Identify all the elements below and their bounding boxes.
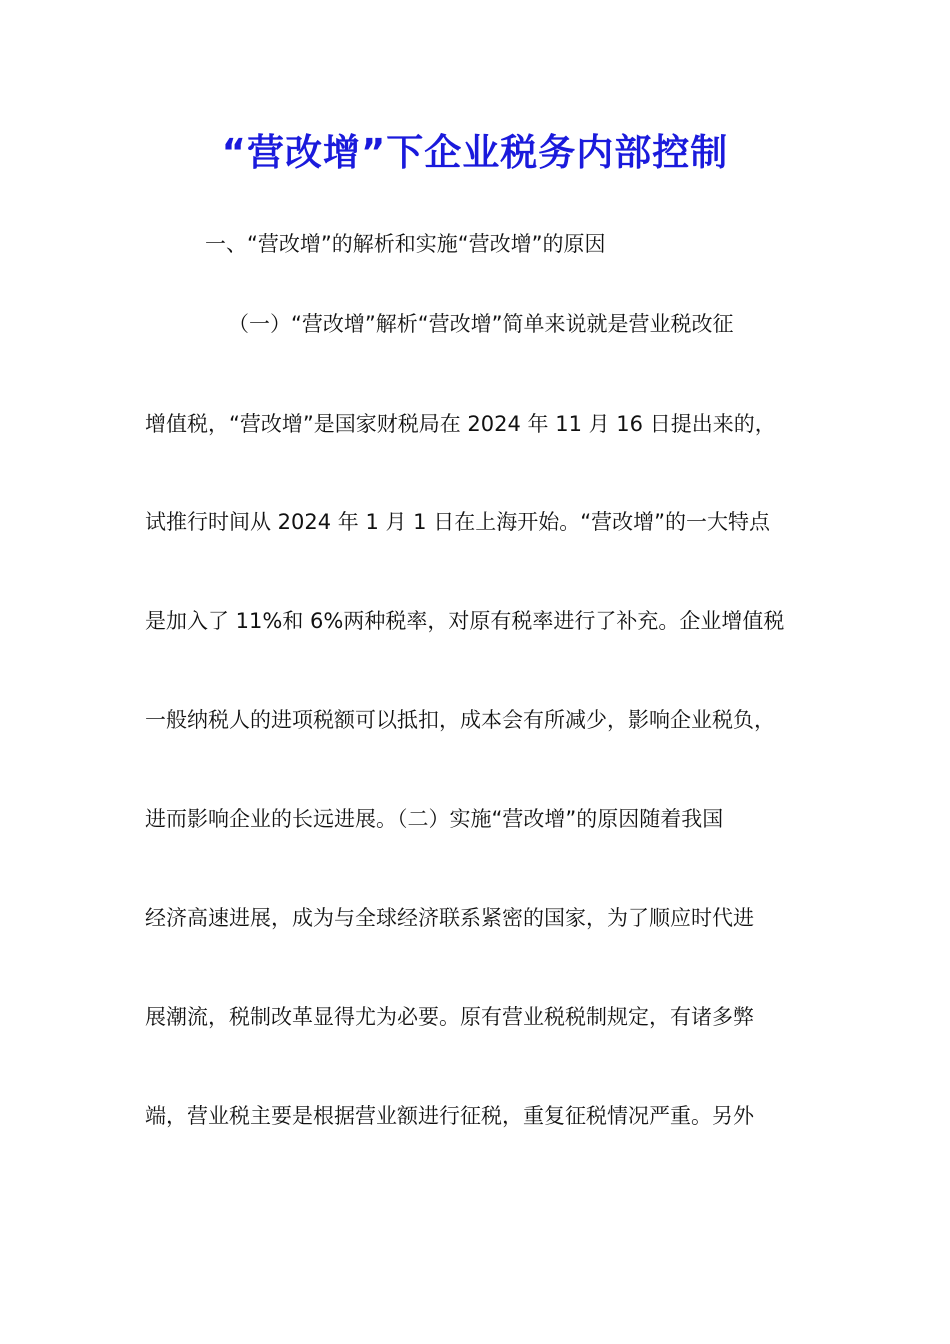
paragraph-line: 进而影响企业的长远进展。（二）实施“营改增”的原因随着我国 xyxy=(145,807,724,831)
paragraph-line: 增值税，“营改增”是国家财税局在 2024 年 11 月 16 日提出来的， xyxy=(145,412,776,436)
paragraph-line: 端，营业税主要是根据营业额进行征税，重复征税情况严重。另外 xyxy=(145,1104,754,1128)
paragraph-line: 展潮流，税制改革显得尤为必要。原有营业税税制规定，有诸多弊 xyxy=(145,1005,754,1029)
section-heading: 一、“营改增”的解析和实施“营改增”的原因 xyxy=(205,232,606,256)
paragraph-line: 试推行时间从 2024 年 1 月 1 日在上海开始。“营改增”的一大特点 xyxy=(145,510,770,534)
paragraph-line: 经济高速进展，成为与全球经济联系紧密的国家，为了顺应时代进 xyxy=(145,906,754,930)
paragraph-line: 是加入了 11%和 6%两种税率，对原有税率进行了补充。企业增值税 xyxy=(145,609,785,633)
paragraph-line: 一般纳税人的进项税额可以抵扣，成本会有所减少，影响企业税负， xyxy=(145,708,775,732)
paragraph-line: （一）“营改增”解析“营改增”简单来说就是营业税改征 xyxy=(228,312,734,336)
document-title: “营改增”下企业税务内部控制 xyxy=(221,131,729,174)
